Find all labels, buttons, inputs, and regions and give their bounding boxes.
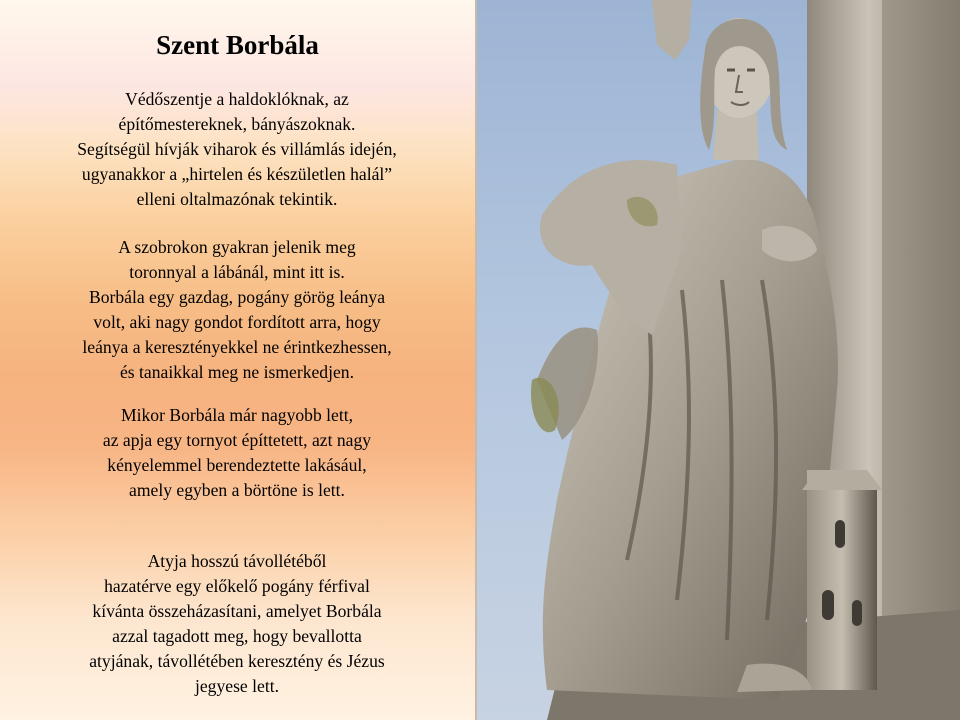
paragraph-refused-marriage: Atyja hosszú távollétéből hazatérve egy előkelő pogány férfival kívánta összeházasítani, amelyet Borbála azzal tagadott meg, hogy bevallotta atyjának, távollétében keresztény és Jézus jegyese lett. xyxy=(89,551,385,696)
text-panel xyxy=(0,0,475,720)
page-title: Szent Borbála xyxy=(156,30,319,60)
statue-photo xyxy=(477,0,960,720)
paragraph-patronage: Védőszentje a haldoklóknak, az építőmestereknek, bányászoknak. Segítségül hívják viharok és villámlás idején, ugyanakkor a „hirtelen és készületlen halál” elleni oltalmazónak tekintik. xyxy=(77,89,397,209)
paragraph-tower-prison: Mikor Borbála már nagyobb lett, az apja egy tornyot építtetett, azt nagy kényelemmel berendeztette lakásául, amely egyben a börtöne is lett. xyxy=(102,405,372,500)
paragraph-tower-and-father: A szobrokon gyakran jelenik meg toronnyal a lábánál, mint itt is. Borbála egy gazdag, pogány görög leánya volt, aki nagy gondot fordított arra, hogy leánya a keresztényekkel ne érintkezhessen, és tanaikkal meg ne ismerkedjen. xyxy=(82,237,392,382)
raised-object xyxy=(652,0,692,60)
statue-illustration xyxy=(477,0,960,720)
statue-tower xyxy=(802,470,882,690)
